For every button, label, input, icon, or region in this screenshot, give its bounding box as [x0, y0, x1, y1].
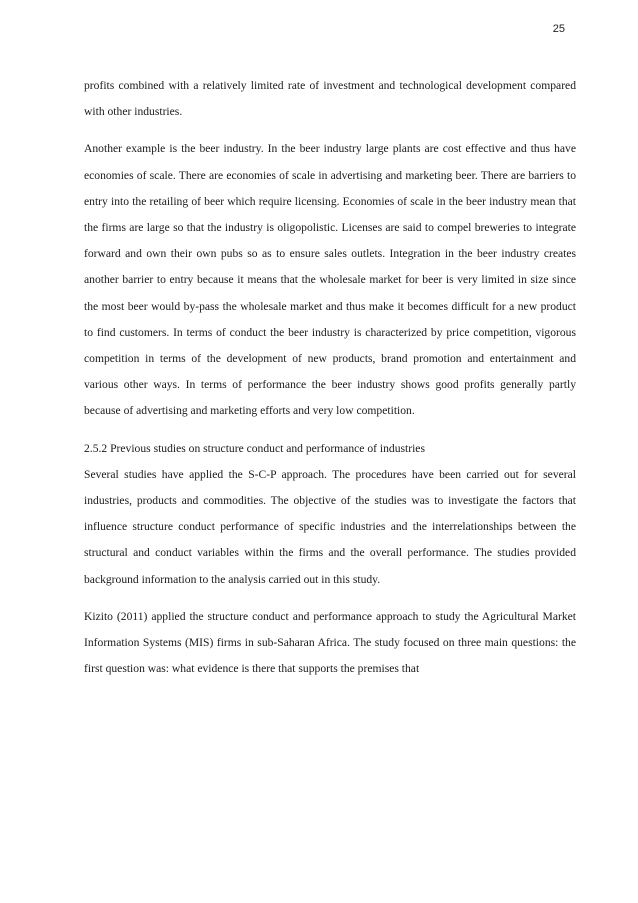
paragraph-continuation: profits combined with a relatively limited rate of investment and technological development compared with other industries.: [84, 79, 576, 119]
section-heading: 2.5.2 Previous studies on structure conduct and performance of industries: [84, 441, 425, 455]
paragraph-scp-studies: Several studies have applied the S-C-P approach. The procedures have been carried out for several industries, products and commodities. The objective of the studies was to investigate the factors that influence structure conduct performance of specific industries and the interrelationships between the structural and conduct variables within the firms and the overall performance. The studies provided background information to the analysis carried out in this study.: [84, 467, 576, 586]
paragraph-kizito: Kizito (2011) applied the structure conduct and performance approach to study the Agricultural Market Information Systems (MIS) firms in sub-Saharan Africa. The study focused on three main questions: the first question was: what evidence is there that supports the premises that: [84, 609, 576, 676]
paragraph-beer-industry: Another example is the beer industry. In the beer industry large plants are cost effective and thus have economies of scale. There are economies of scale in advertising and marketing beer. There are barriers to entry into the retailing of beer which require licensing. Economies of scale in the beer industry mean that the firms are large so that the industry is oligopolistic. Licenses are said to compel breweries to integrate forward and own their own pubs so as to ensure sales outlets. Integration in the beer industry creates another barrier to entry because it means that the wholesale market for beer is very limited in size since the most beer would by-pass the wholesale market and thus make it becomes difficult for a new product to find customers. In terms of conduct the beer industry is characterized by price competition, vigorous competition in terms of the development of new products, brand promotion and entertainment and various other ways. In terms of performance the beer industry shows good profits generally partly because of advertising and marketing efforts and very low competition.: [84, 142, 576, 418]
document-body: [84, 73, 576, 682]
page-number: 25: [552, 23, 565, 35]
